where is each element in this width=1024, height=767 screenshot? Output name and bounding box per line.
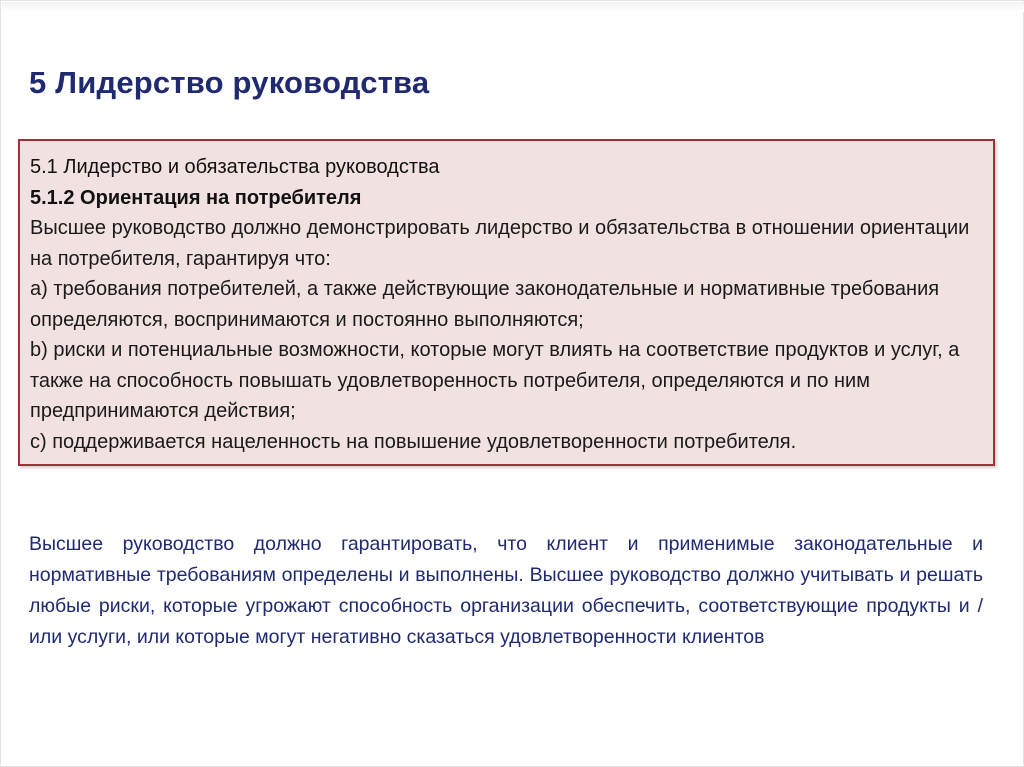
standard-quote-box — [18, 139, 995, 466]
requirement-intro: Высшее руководство должно демонстрировать лидерство и обязательства в отношении ориентации на потребителя, гарантируя что: — [30, 217, 970, 270]
requirement-item-c: c) поддерживается нацеленность на повышение удовлетворенности потребителя. — [30, 430, 797, 453]
requirement-item-a: a) требования потребителей, а также действующие законодательные и нормативные требования определяются, воспринимаются и постоянно выполняются; — [30, 278, 940, 331]
slide-top-shade — [2, 2, 1024, 12]
summary-paragraph: Высшее руководство должно гарантировать, что клиент и применимые законодательные и нормативные требованиям определены и выполнены. Высшее руководство должно учитывать и решать любые риски, которые угрожают способность организации обеспечить, соответствующие продукты и / или услуги, или которые могут негативно сказаться удовлетворенности клиентов — [29, 533, 983, 648]
slide-title: 5 Лидерство руководства — [29, 65, 430, 100]
requirement-item-b: b) риски и потенциальные возможности, которые могут влиять на соответствие продуктов и услуг, а также на способность повышать удовлетворенность потребителя, определяются и по ним предпринимаются действия; — [30, 339, 960, 422]
subsection-heading: 5.1.2 Ориентация на потребителя — [30, 186, 362, 209]
section-heading: 5.1 Лидерство и обязательства руководства — [30, 156, 440, 178]
